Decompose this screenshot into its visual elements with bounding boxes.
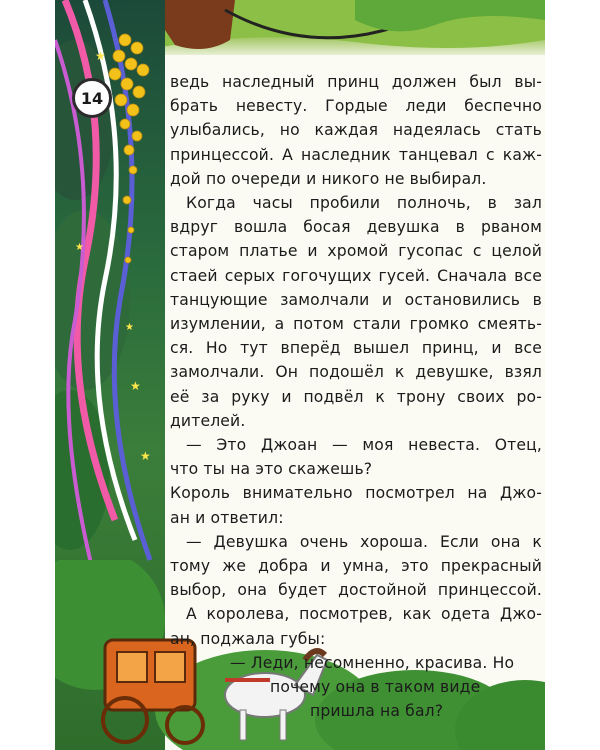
text-line: Король внимательно посмотрел на Джо- <box>170 484 542 503</box>
text-line: стаей серых гогочущих гусей. Сначала все <box>170 266 542 285</box>
text-line: тому же добра и умна, это прекрасный <box>170 557 542 576</box>
text-line: — Леди, несомненно, красива. Но <box>230 653 515 672</box>
svg-text:★: ★ <box>140 449 151 463</box>
text-line: её за руку и подвёл к трону своих ро- <box>170 387 542 406</box>
text-line: танцующие замолчали и остановились в <box>170 290 542 309</box>
text-line: почему она в таком виде <box>270 678 481 697</box>
page-number: 14 <box>80 88 104 108</box>
text-line: изумлении, а потом стали громко смеять- <box>170 315 542 334</box>
text-line: ведь наследный принц должен был вы- <box>170 73 542 91</box>
text-line: А королева, посмотрев, как одета Джо- <box>186 605 542 624</box>
text-line: вдруг вошла босая девушка в рваном <box>170 218 542 237</box>
text-line: старом платье и хромой гусопас с целой <box>170 242 542 261</box>
text-line: принцессой. А наследник танцевал с каж- <box>170 145 542 164</box>
text-line: ся. Но тут вперёд вышел принц, и все <box>170 339 542 358</box>
text-line: дителей. <box>170 411 246 430</box>
text-line: — Девушка очень хороша. Если она к <box>186 532 542 551</box>
page-number-badge <box>72 78 112 118</box>
text-line: ан, поджала губы: <box>170 629 326 648</box>
text-line: пришла на бал? <box>310 702 444 721</box>
text-line: выбор, она будет достойной принцессой. <box>170 581 542 600</box>
text-line: замолчали. Он подошёл к девушке, взял <box>170 363 542 382</box>
text-line: — Это Джоан — моя невеста. Отец, <box>186 436 542 455</box>
text-line: ан и ответил: <box>170 508 284 527</box>
text-line: улыбались, но каждая надеялась стать <box>170 121 542 140</box>
text-line: Когда часы пробили полночь, в зал <box>186 194 542 213</box>
text-line: дой по очереди и никого не выбирал. <box>170 169 487 188</box>
text-line: что ты на это скажешь? <box>170 460 373 479</box>
svg-text:★: ★ <box>95 49 106 63</box>
svg-text:★: ★ <box>130 379 141 393</box>
svg-text:★: ★ <box>75 242 84 253</box>
text-line: брать невесту. Гордые леди беспечно <box>170 97 542 116</box>
svg-text:★: ★ <box>125 322 134 333</box>
story-text <box>170 70 542 723</box>
